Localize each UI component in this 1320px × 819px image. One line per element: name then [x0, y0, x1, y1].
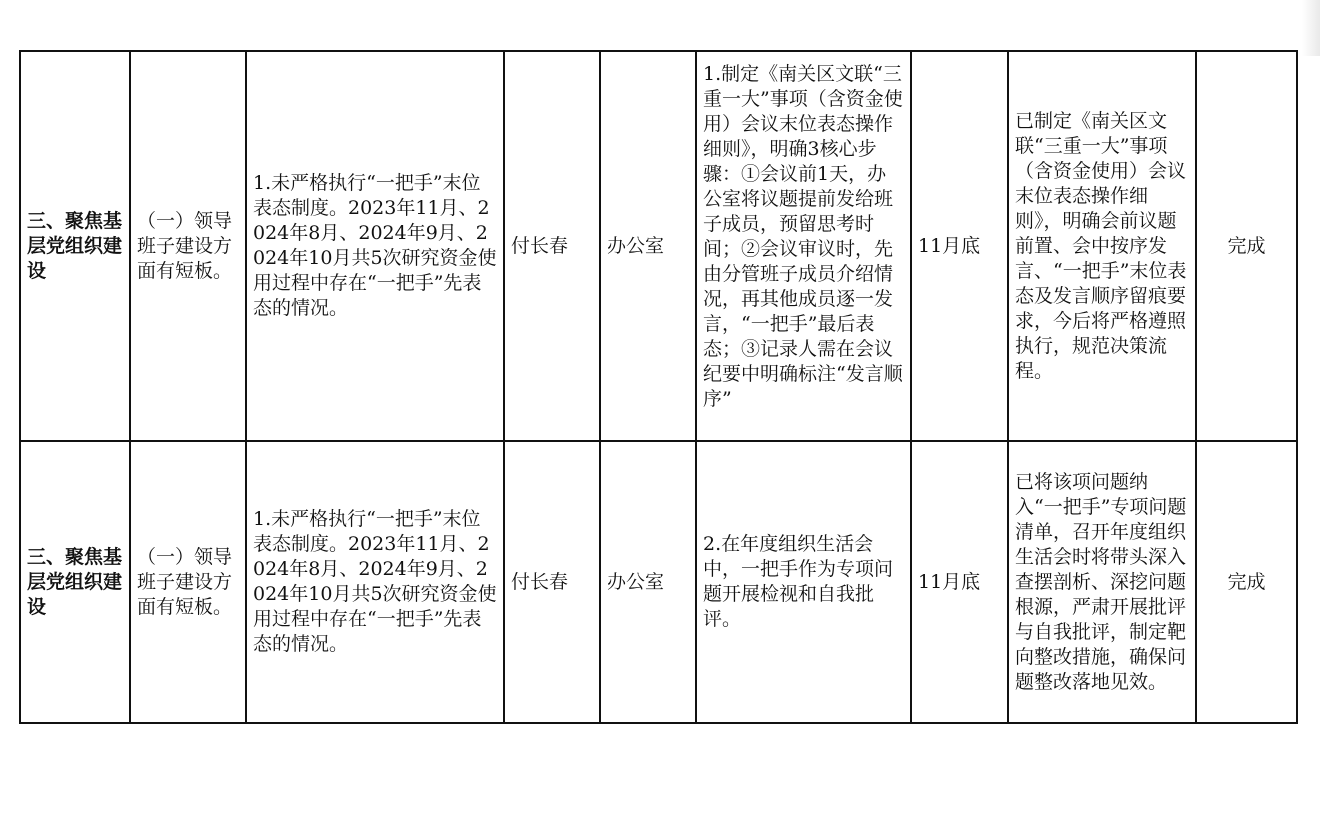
- progress-cell: 已将该项问题纳入“一把手”专项问题清单，召开年度组织生活会时将带头深入查摆剖析、深挖问题根源，严肃开展批评与自我批评，制定靶向整改措施，确保问题整改落地见效。: [1008, 441, 1196, 723]
- subcategory-cell: （一）领导班子建设方面有短板。: [130, 441, 246, 723]
- category-cell: 三、聚焦基层党组织建设: [20, 51, 130, 441]
- problem-cell: 1.未严格执行“一把手”末位表态制度。2023年11月、2024年8月、2024年9月、2024年10月共5次研究资金使用过程中存在“一把手”先表态的情况。: [246, 51, 504, 441]
- rectification-table: [19, 50, 1298, 724]
- responsible-person-cell: 付长春: [504, 51, 600, 441]
- measure-text: 1.制定《南关区文联“三重一大”事项（含资金使用）会议末位表态操作细则》，明确3核心步骤：①会议前1天，办公室将议题提前发给班子成员，预留思考时间；②会议审议时，先由分管班子成员介绍情况，再其他成员逐一发言，“一把手”最后表态；③记录人需在会议纪要中明确标注“发言顺序”: [703, 63, 903, 410]
- problem-cell: 1.未严格执行“一把手”末位表态制度。2023年11月、2024年8月、2024年9月、2024年10月共5次研究资金使用过程中存在“一把手”先表态的情况。: [246, 441, 504, 723]
- status-cell: 完成: [1196, 51, 1297, 441]
- department-cell: 办公室: [600, 441, 696, 723]
- page-edge-shadow: [1302, 0, 1320, 56]
- responsible-person-cell: 付长春: [504, 441, 600, 723]
- table-row: [20, 51, 1297, 441]
- deadline-cell: 11月底: [911, 51, 1008, 441]
- status-cell: 完成: [1196, 441, 1297, 723]
- department-cell: 办公室: [600, 51, 696, 441]
- measure-cell: 2.在年度组织生活会中，一把手作为专项问题开展检视和自我批评。: [696, 441, 911, 723]
- subcategory-cell: （一）领导班子建设方面有短板。: [130, 51, 246, 441]
- table-row: [20, 441, 1297, 723]
- category-cell: 三、聚焦基层党组织建设: [20, 441, 130, 723]
- progress-cell: 已制定《南关区文联“三重一大”事项（含资金使用）会议末位表态操作细则》，明确会前议题前置、会中按序发言、“一把手”末位表态及发言顺序留痕要求，今后将严格遵照执行，规范决策流程。: [1008, 51, 1196, 441]
- deadline-cell: 11月底: [911, 441, 1008, 723]
- measure-cell: [696, 51, 911, 441]
